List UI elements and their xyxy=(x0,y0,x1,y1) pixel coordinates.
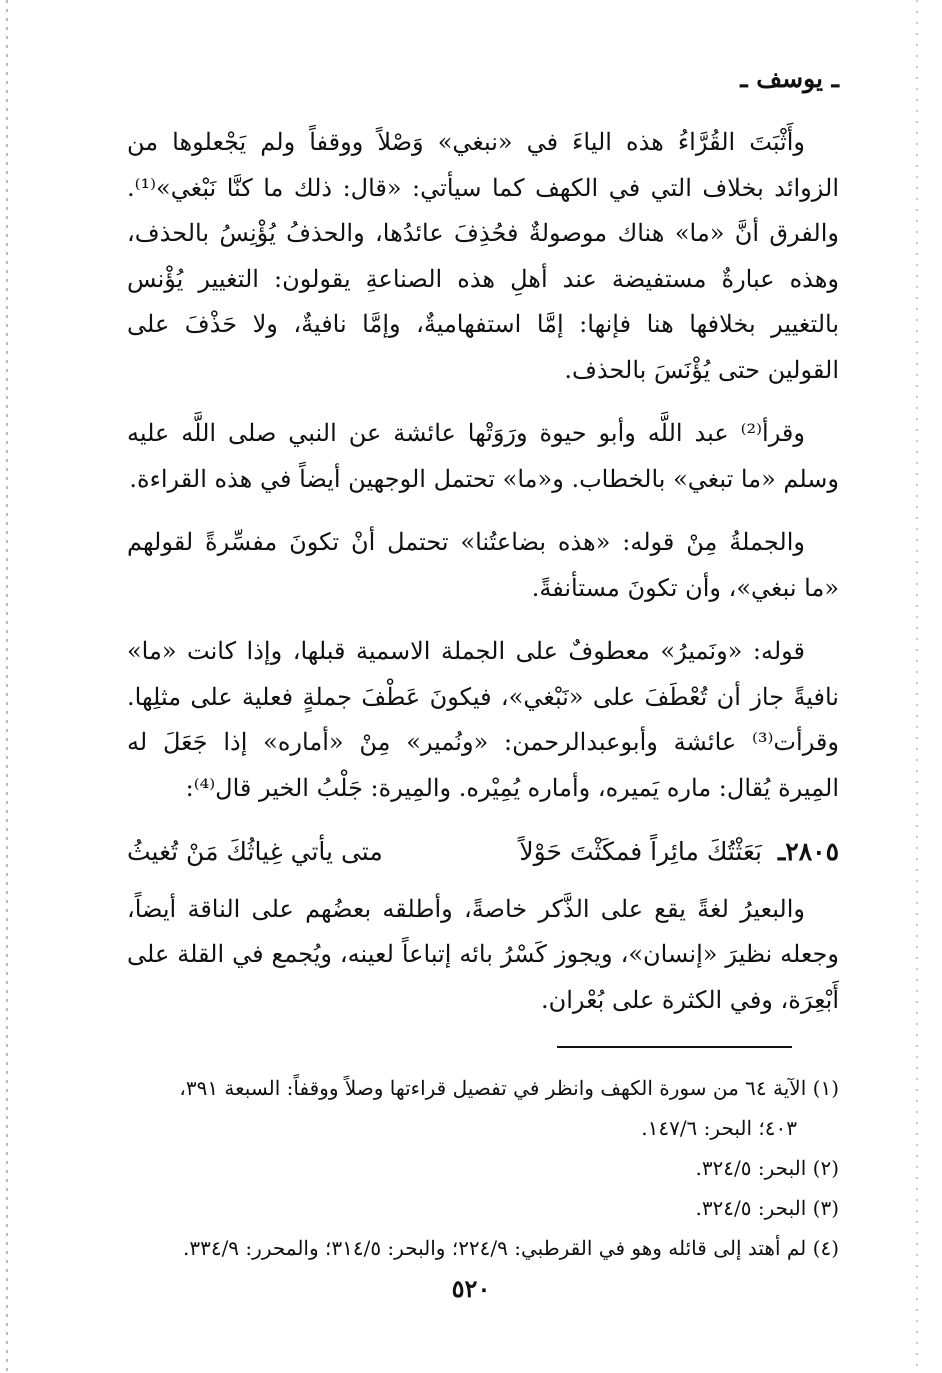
closing-paragraph: والبعيرُ لغةً يقع على الذَّكر خاصةً، وأطلقه بعضُهم على الناقة أيضاً، وجعله نظيرَ «إنسان»، ويجوز كَسْرُ بائه إتباعاً لعينه، ويُجمع في القلة على أَبْعِرَة، وفي الكثرة على بُعْران. xyxy=(127,894,839,1014)
footnote-divider xyxy=(557,1046,792,1048)
footnote xyxy=(127,1188,839,1228)
footnote-text: الآية ٦٤ من سورة الكهف وانظر في تفصيل قراءتها وصلاً ووقفاً: السبعة ٣٩١، xyxy=(179,1076,807,1100)
footnote-label: (٣) xyxy=(812,1196,839,1220)
footnote xyxy=(127,1068,839,1108)
paragraph: وقرأ⁽²⁾ عبد اللَّه وأبو حيوة ورَوَتْها عائشة عن النبي صلى اللَّه عليه وسلم «ما تبغي» بالخطاب. و«ما» تحتمل الوجهين أيضاً في هذه القراءة. xyxy=(127,419,839,493)
footnote xyxy=(127,1148,839,1188)
footnote-text: لم أهتد إلى قائله وهو في القرطبي: ٢٢٤/٩؛ والبحر: ٣١٤/٥؛ والمحرر: ٣٣٤/٩. xyxy=(182,1236,807,1260)
footnote-label: (٢) xyxy=(812,1156,839,1180)
footnote xyxy=(127,1228,839,1268)
footnote-text: البحر: ٣٢٤/٥. xyxy=(695,1156,807,1180)
footnote-label: (٤) xyxy=(812,1236,839,1260)
page-number: ٥٢٠ xyxy=(451,1274,491,1303)
verse-first-part xyxy=(519,829,839,875)
main-text xyxy=(127,120,839,1041)
verse-number: ٢٨٠٥ـ xyxy=(777,837,839,866)
scan-edge-right xyxy=(916,0,918,1373)
poetry-verse xyxy=(127,829,839,875)
scan-edge-left xyxy=(6,0,8,1373)
paragraph: والجملةُ مِنْ قوله: «هذه بضاعتُنا» تحتمل أنْ تكونَ مفسِّرةً لقولهم «ما نبغي»، وأن تكونَ مستأنفةً. xyxy=(127,528,839,602)
footnote-text: البحر: ٣٢٤/٥. xyxy=(695,1196,807,1220)
verse-first-hemistich: بَعَثْتُكَ مائِراً فمكَثْتَ حَوْلاً xyxy=(519,837,762,866)
footnote-continuation: ٤٠٣؛ البحر: ١٤٧/٦. xyxy=(641,1116,797,1140)
footnote-label: (١) xyxy=(812,1076,839,1100)
running-header: ـ يوسف ـ xyxy=(740,64,839,93)
footnotes xyxy=(127,1068,839,1268)
paragraph: قوله: «ونَميرُ» معطوفٌ على الجملة الاسمية قبلها، وإذا كانت «ما» نافيةً جاز أن تُعْطَفَ على «نَبْغي»، فيكونَ عَطْفَ جملةٍ فعلية على مثلِها. وقرأت⁽³⁾ عائشة وأبوعبدالرحمن: «ونُمير» مِنْ «أماره» إذا جَعَلَ له المِيرة يُقال: ماره يَميره، وأماره يُمِيْره. والمِيرة: جَلْبُ الخير قال⁽⁴⁾: xyxy=(127,637,839,802)
paragraph: وأَثْبَتَ القُرَّاءُ هذه الياءَ في «نبغي» وَصْلاً ووقفاً ولم يَجْعلوها من الزوائد بخلاف التي في الكهف كما سيأتي: «قال: ذلك ما كنَّا نَبْغي»⁽¹⁾. والفرق أنَّ «ما» هناك موصولةٌ فحُذِفَ عائدُها، والحذفُ يُؤْنِسُ بالحذف، وهذه عبارةٌ مستفيضة عند أهلِ هذه الصناعةِ يقولون: التغيير يُؤْنس بالتغيير بخلافها هنا فإنها: إمَّا استفهاميةٌ، وإمَّا نافيةٌ، ولا حَذْفَ على القولين حتى يُؤْنَسَ بالحذف. xyxy=(127,128,839,384)
verse-second-hemistich: متى يأتي غِياثُكَ مَنْ تُغيثُ xyxy=(127,837,383,866)
